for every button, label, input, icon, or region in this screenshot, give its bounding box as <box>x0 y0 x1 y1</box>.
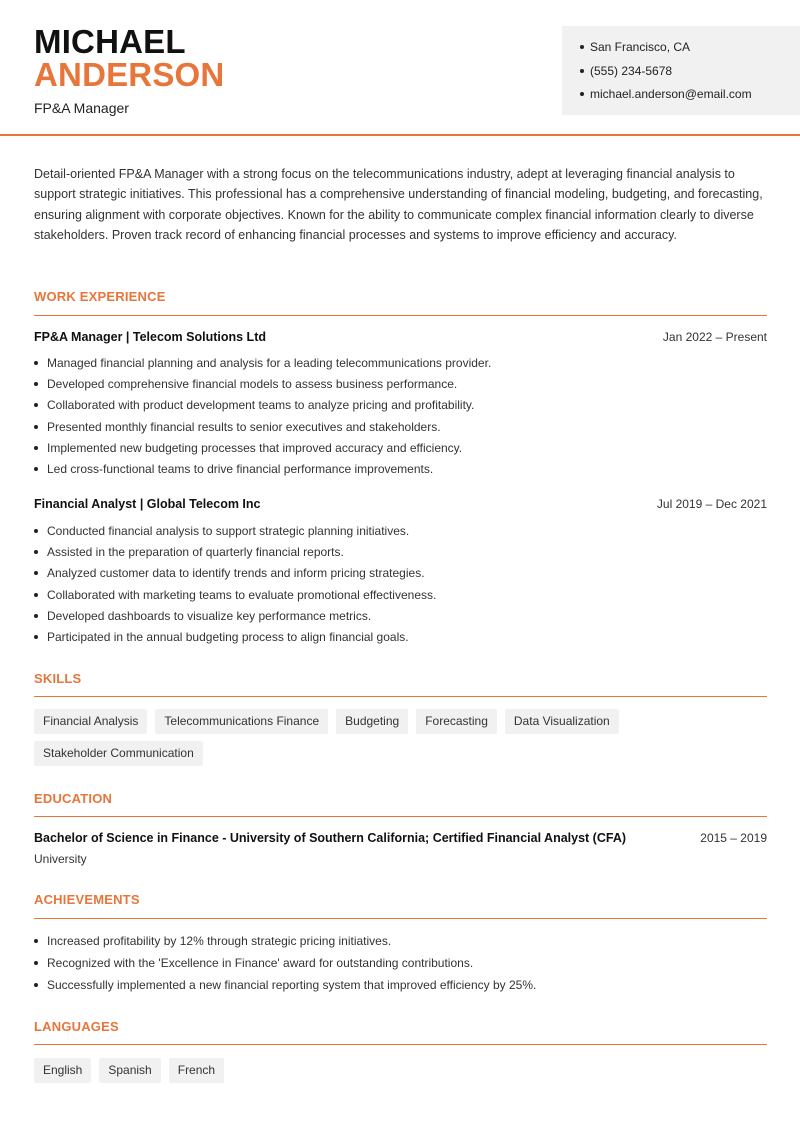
bullet-icon <box>580 92 584 96</box>
bullet-icon <box>34 614 38 618</box>
section-divider <box>34 816 767 817</box>
bullet-icon <box>34 593 38 597</box>
list-item-text: Recognized with the 'Excellence in Finance' award for outstanding contributions. <box>47 956 474 970</box>
list-item-text: Increased profitability by 12% through strategic pricing initiatives. <box>47 934 392 948</box>
list-item-text: Developed comprehensive financial models to assess business performance. <box>47 377 458 392</box>
achievements-list <box>34 933 754 999</box>
bullet-icon <box>34 939 38 943</box>
contact-phone <box>580 63 800 87</box>
list-item <box>34 544 754 565</box>
list-item <box>34 608 754 629</box>
languages-list <box>34 1058 774 1083</box>
section-divider <box>34 696 767 697</box>
language-chip: Spanish <box>99 1058 160 1083</box>
section-title-education: EDUCATION <box>34 791 113 806</box>
contact-phone-text: (555) 234-5678 <box>590 63 673 78</box>
section-divider <box>34 1044 767 1045</box>
bullet-icon <box>34 550 38 554</box>
job-bullet-list <box>34 355 754 482</box>
job-header <box>34 497 767 511</box>
section-divider <box>34 918 767 919</box>
section-title-skills: SKILLS <box>34 671 82 686</box>
list-item <box>34 440 754 461</box>
list-item-text: Collaborated with marketing teams to evaluate promotional effectiveness. <box>47 587 437 602</box>
contact-location-text: San Francisco, CA <box>590 40 691 54</box>
contact-email <box>580 86 800 110</box>
job-dates: Jul 2019 – Dec 2021 <box>656 497 767 511</box>
job-role: Financial Analyst | Global Telecom Inc <box>34 497 261 511</box>
bullet-icon <box>580 69 584 73</box>
bullet-icon <box>34 983 38 987</box>
skill-chip: Telecommunications Finance <box>155 709 328 734</box>
section-title-work: WORK EXPERIENCE <box>34 289 166 304</box>
contact-email-text: michael.anderson@email.com <box>590 87 752 101</box>
bullet-icon <box>580 45 584 49</box>
list-item <box>34 397 754 418</box>
skill-chip: Stakeholder Communication <box>34 741 203 766</box>
contact-box <box>562 26 800 115</box>
bullet-icon <box>34 529 38 533</box>
language-chip: English <box>34 1058 91 1083</box>
list-item <box>34 977 754 999</box>
list-item-text: Implemented new budgeting processes that improved accuracy and efficiency. <box>47 440 463 455</box>
bullet-icon <box>34 635 38 639</box>
section-divider <box>34 315 767 316</box>
list-item-text: Managed financial planning and analysis for a leading telecommunications provider. <box>47 356 492 370</box>
list-item <box>34 355 754 376</box>
list-item-text: Analyzed customer data to identify trends and inform pricing strategies. <box>47 566 425 581</box>
list-item-text: Successfully implemented a new financial reporting system that improved efficiency by 25%. <box>47 978 537 992</box>
list-item <box>34 565 754 586</box>
bullet-icon <box>34 425 38 429</box>
professional-summary: Detail-oriented FP&A Manager with a strong focus on the telecommunications industry, adept at leveraging financial analysis to support strategic initiatives. This professional has a comprehensive understanding of financial modeling, budgeting, and forecasting, ensuring alignment with corporate objectives. Known for the ability to communicate complex financial information clearly to diverse stakeholders. Proven track record of enhancing financial processes and systems to improve efficiency and accuracy. <box>34 167 763 243</box>
job-dates: Jan 2022 – Present <box>662 330 767 344</box>
list-item-text: Participated in the annual budgeting process to align financial goals. <box>47 629 409 644</box>
skills-list <box>34 709 774 766</box>
list-item <box>34 629 754 650</box>
bullet-icon <box>34 403 38 407</box>
list-item-text: Led cross-functional teams to drive financial performance improvements. <box>47 461 434 476</box>
bullet-icon <box>34 361 38 365</box>
list-item-text: Collaborated with product development teams to analyze pricing and profitability. <box>47 398 475 413</box>
job-title: FP&A Manager <box>34 100 129 116</box>
bullet-icon <box>34 382 38 386</box>
education-dates: 2015 – 2019 <box>700 831 767 845</box>
education-institution: University <box>34 852 87 866</box>
list-item <box>34 587 754 608</box>
bullet-icon <box>34 961 38 965</box>
skill-chip: Budgeting <box>336 709 408 734</box>
job-header <box>34 330 767 344</box>
skill-chip: Forecasting <box>416 709 497 734</box>
job-bullet-list <box>34 523 754 650</box>
skill-chip: Data Visualization <box>505 709 619 734</box>
list-item <box>34 523 754 544</box>
list-item-text: Assisted in the preparation of quarterly financial reports. <box>47 545 344 560</box>
skill-chip: Financial Analysis <box>34 709 147 734</box>
list-item <box>34 955 754 977</box>
education-header <box>34 831 767 845</box>
list-item <box>34 461 754 482</box>
section-title-languages: LANGUAGES <box>34 1019 119 1034</box>
resume-header <box>0 0 800 136</box>
list-item <box>34 419 754 440</box>
language-chip: French <box>169 1058 224 1083</box>
list-item <box>34 933 754 955</box>
bullet-icon <box>34 571 38 575</box>
section-title-achievements: ACHIEVEMENTS <box>34 892 140 907</box>
first-name: MICHAEL <box>34 23 186 60</box>
list-item <box>34 376 754 397</box>
job-role: FP&A Manager | Telecom Solutions Ltd <box>34 330 266 344</box>
last-name: ANDERSON <box>34 56 225 93</box>
bullet-icon <box>34 446 38 450</box>
bullet-icon <box>34 467 38 471</box>
list-item-text: Conducted financial analysis to support strategic planning initiatives. <box>47 524 410 538</box>
list-item-text: Developed dashboards to visualize key performance metrics. <box>47 608 372 623</box>
list-item-text: Presented monthly financial results to senior executives and stakeholders. <box>47 419 441 434</box>
contact-location <box>580 39 800 63</box>
education-degree: Bachelor of Science in Finance - University of Southern California; Certified Financial Analyst (CFA) <box>34 831 627 845</box>
